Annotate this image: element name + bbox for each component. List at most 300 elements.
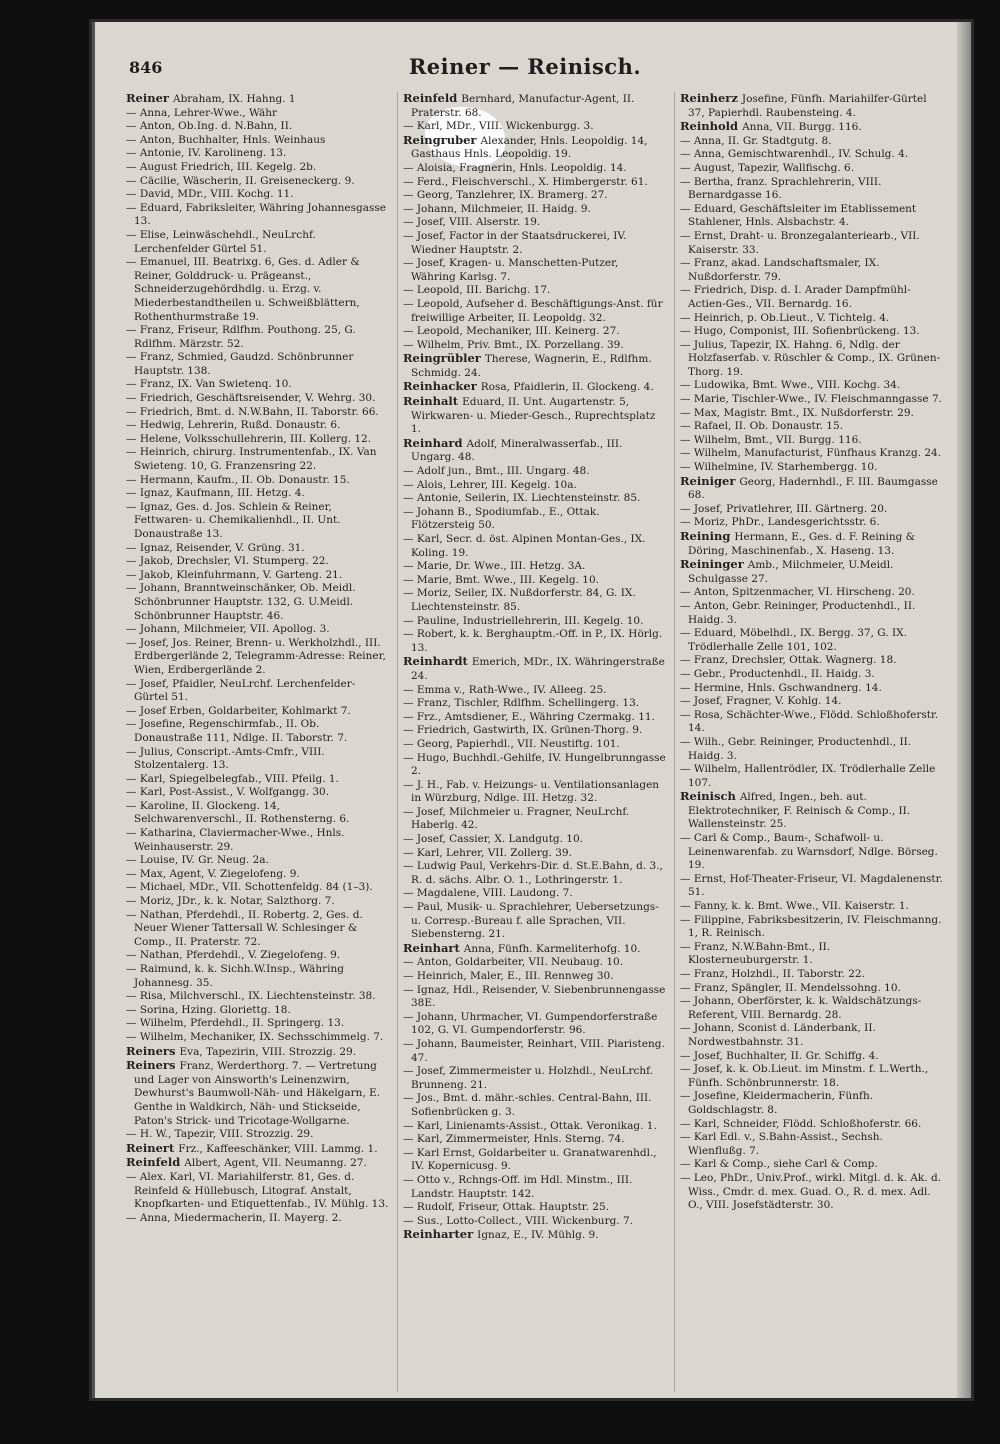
directory-entry	[679, 941, 943, 968]
entry-text: Georg, Hadernhdl., F. III. Baumgasse 68.	[688, 475, 938, 502]
entry-text: Alexander, Hnls. Leopoldig. 14, Gasthaus Hnls. Leopoldig. 19.	[411, 134, 648, 161]
directory-entry	[402, 162, 666, 176]
directory-entry	[402, 437, 666, 465]
directory-entry	[679, 586, 943, 600]
entry-text: — Anton, Goldarbeiter, VII. Neubaug. 10.	[403, 956, 624, 969]
directory-entry	[125, 868, 389, 882]
directory-entry	[125, 963, 389, 990]
directory-entry	[402, 533, 666, 560]
entry-text: — Karl, Zimmermeister, Hnls. Sterng. 74.	[403, 1133, 625, 1146]
entry-text: — Jakob, Kleinfuhrmann, V. Garteng. 21.	[126, 568, 343, 581]
directory-entry	[679, 668, 943, 682]
entry-text: — Leopold, III. Barichg. 17.	[403, 284, 551, 297]
entry-text: — Eduard, Geschäftsleiter im Etablissement Stahlener, Hnls. Alsbachstr. 4.	[680, 202, 917, 229]
directory-entry	[402, 352, 666, 380]
entry-text: — Josef, Zimmermeister u. Holzhdl., NeuLrchf. Brunneng. 21.	[403, 1065, 653, 1091]
entry-text: — Robert, k. k. Berghauptm.-Off. in P., IX. Hörlg. 13.	[403, 628, 663, 654]
directory-entry	[679, 284, 943, 311]
entry-text: Franz, Werderthorg. 7. — Vertretung und Lager von Ainsworth's Leinenzwirn, Dewhurst's Baumwoll-Näh- und Häkelgarn, E. Genthe in Waldkirch, Näh- und Stickseide, Paton's Strick- und Tricotage-Wollgarne.	[134, 1060, 381, 1127]
directory-entry	[125, 854, 389, 868]
entry-text: — Leopold, Aufseher d. Beschäftigungs-Anst. für freiwillige Arbeiter, II. Leopoldg. 32.	[403, 297, 663, 324]
directory-entry	[125, 1031, 389, 1045]
directory-entry	[679, 393, 943, 407]
directory-entry	[125, 623, 389, 637]
entry-text: — Max, Magistr. Bmt., IX. Nußdorferstr. 29.	[680, 406, 914, 419]
directory-entry	[679, 148, 943, 162]
entry-text: — Bertha, franz. Sprachlehrerin, VIII. Bernardgasse 16.	[680, 175, 882, 202]
entry-surname: Reiners	[126, 1043, 180, 1058]
directory-entry	[125, 188, 389, 202]
entry-text: — Josef, Factor in der Staatsdruckerei, IV. Wiedner Hauptstr. 2.	[403, 229, 627, 256]
entry-text: — Karl Edl. v., S.Bahn-Assist., Sechsh. Wienflußg. 7.	[680, 1131, 883, 1157]
entry-text: — Antonie, Seilerin, IX. Liechtensteinstr. 85.	[403, 492, 641, 505]
directory-entry	[402, 395, 666, 437]
directory-entry	[402, 92, 666, 120]
entry-text: Emerich, MDr., IX. Währingerstraße 24.	[411, 656, 665, 682]
entry-text: — Wilhelmine, IV. Starhembergg. 10.	[680, 461, 878, 474]
directory-entry	[402, 230, 666, 257]
entry-surname: Reinert	[126, 1140, 179, 1155]
entry-text: — Johann, Branntweinschänker, Ob. Meidl. Schönbrunner Hauptstr. 132, G. U.Meidl. Schönbrunner Hauptstr. 46.	[126, 582, 356, 622]
directory-entry	[679, 339, 943, 380]
entry-text: — Anton, Gebr. Reininger, Productenhdl., II. Haidg. 3.	[680, 599, 916, 626]
entry-text: — Leopold, Mechaniker, III. Keinerg. 27.	[403, 325, 620, 338]
entry-text: — Risa, Milchverschl., IX. Liechtensteinstr. 38.	[126, 990, 376, 1003]
entry-text: — Filippine, Fabriksbesitzerin, IV. Fleischmanng. 1, R. Reinisch.	[680, 913, 942, 940]
entry-text: — Hermann, Kaufm., II. Ob. Donaustr. 15.	[126, 473, 350, 486]
entry-text: — Franz, Drechsler, Ottak. Wagnerg. 18.	[680, 654, 897, 667]
entry-text: — Hedwig, Lehrerin, Rußd. Donaustr. 6.	[126, 419, 341, 432]
entry-text: — Ludwig Paul, Verkehrs-Dir. d. St.E.Bahn, d. 3., R. d. sächs. Albr. O. 1., Lothringerstr. 1.	[403, 860, 663, 886]
entry-surname: Reinharter	[403, 1227, 478, 1242]
entry-text: — Wilhelm, Hallentrödler, IX. Trödlerhalle Zelle 107.	[680, 763, 936, 789]
directory-entry	[125, 161, 389, 175]
entry-text: — Wilhelm, Bmt., VII. Burgg. 116.	[680, 433, 862, 446]
entry-surname: Reinhardt	[403, 654, 472, 669]
directory-entry	[402, 615, 666, 629]
directory-entry	[402, 806, 666, 833]
entry-text: Josefine, Fünfh. Mariahilfer-Gürtel 37, Papierhdl. Raubensteing. 4.	[688, 93, 927, 119]
directory-entry	[679, 407, 943, 421]
entry-text: — Friedrich, Gastwirth, IX. Grünen-Thorg. 9.	[403, 724, 643, 737]
directory-entry	[679, 900, 943, 914]
directory-entry	[125, 582, 389, 623]
entry-surname: Reining	[680, 529, 735, 543]
directory-entry	[402, 1147, 666, 1174]
entry-text: — Friedrich, Bmt. d. N.W.Bahn, II. Taborstr. 66.	[126, 405, 379, 418]
entry-text: — Wilh., Gebr. Reininger, Productenhdl., II. Haidg. 3.	[680, 735, 912, 762]
directory-entry	[125, 324, 389, 351]
directory-entry	[679, 447, 943, 461]
directory-entry	[402, 1133, 666, 1147]
directory-page	[92, 22, 971, 1398]
directory-entry	[402, 574, 666, 588]
directory-entry	[402, 738, 666, 752]
entry-text: — Antonie, IV. Karolineng. 13.	[126, 147, 287, 160]
entry-text: Anna, Fünfh. Karmeliterhofg. 10.	[463, 942, 641, 955]
entry-text: — Nathan, Pferdehdl., II. Robertg. 2, Ges. d. Neuer Wiener Tattersall W. Schlesinger & Comp., II. Praterstr. 72.	[126, 908, 363, 948]
directory-entry	[125, 1004, 389, 1018]
directory-entry	[125, 1212, 389, 1226]
directory-entry	[125, 786, 389, 800]
entry-text: — Rafael, II. Ob. Donaustr. 15.	[680, 420, 843, 433]
entry-text: — Magdalene, VIII. Laudong. 7.	[403, 887, 573, 900]
entry-text: Alfred, Ingen., beh. aut. Elektrotechniker, F. Reinisch & Comp., II. Wallensteinstr. 25.	[688, 791, 911, 831]
entry-text: — Anna, Lehrer-Wwe., Währ	[126, 106, 277, 119]
directory-entry	[402, 1011, 666, 1038]
directory-entry	[125, 351, 389, 378]
entry-surname: Reinherz	[680, 92, 742, 105]
entry-text: Rosa, Pfaidlerin, II. Glockeng. 4.	[480, 381, 654, 394]
entry-text: — Wilhelm, Priv. Bmt., IX. Porzellang. 39.	[403, 338, 624, 351]
entry-text: Hermann, E., Ges. d. F. Reining & Döring, Maschinenfab., X. Haseng. 13.	[688, 531, 916, 557]
directory-entry	[125, 1156, 389, 1171]
directory-entry	[125, 501, 389, 542]
entry-text: — Rosa, Schächter-Wwe., Flödd. Schloßhoferstr. 14.	[680, 708, 939, 735]
entry-text: — Josef, Pfaidler, NeuLrchf. Lerchenfelder-Gürtel 51.	[126, 677, 356, 704]
directory-entry	[679, 420, 943, 434]
entry-text: — Josef, Kragen- u. Manschetten-Putzer, Währing Karlsg. 7.	[403, 257, 619, 283]
entry-text: — Emanuel, III. Beatrixg. 6, Ges. d. Adler & Reiner, Golddruck- u. Prägeanst., Schneiderzugehördhdlg. u. Erzg. v. Miederbestandtheilen u. Schweißblättern, Rothenthurmstraße 19.	[126, 256, 360, 323]
directory-entry	[125, 718, 389, 745]
directory-entry	[679, 736, 943, 763]
directory-entry	[402, 956, 666, 970]
entry-surname: Reinfeld	[403, 92, 462, 105]
entry-text: — Johann, Sconist d. Länderbank, II. Nordwestbahnstr. 31.	[680, 1022, 876, 1048]
entry-text: — Johann, Milchmeier, II. Haidg. 9.	[403, 202, 591, 215]
directory-entry	[125, 773, 389, 787]
entry-text: — August Friedrich, III. Kegelg. 2b.	[126, 160, 317, 173]
entry-text: — Josefine, Kleidermacherin, Fünfh. Goldschlagstr. 8.	[680, 1090, 874, 1116]
directory-entry	[125, 1171, 389, 1212]
directory-entry	[402, 1201, 666, 1215]
entry-text: — Max, Agent, V. Ziegelofeng. 9.	[126, 867, 300, 880]
entry-text: — Wilhelm, Manufacturist, Fünfhaus Kranzg. 24.	[680, 447, 942, 460]
page-edge-shadow	[957, 22, 971, 1398]
entry-text: — Hugo, Buchhdl.-Gehilfe, IV. Hungelbrunngasse 2.	[403, 751, 666, 778]
entry-text: Frz., Kaffeeschänker, VIII. Lammg. 1.	[178, 1142, 378, 1155]
entry-text: — Josef, Privatlehrer, III. Gärtnerg. 20.	[680, 502, 888, 515]
directory-entry	[125, 746, 389, 773]
directory-entry	[402, 506, 666, 533]
entry-text: — Nathan, Pferdehdl., V. Ziegelofeng. 9.	[126, 949, 341, 962]
entry-text: — August, Tapezir, Wallfischg. 6.	[680, 161, 855, 174]
directory-entry	[679, 162, 943, 176]
directory-entry	[679, 1063, 943, 1090]
directory-entry	[402, 984, 666, 1011]
entry-text: — Franz, akad. Landschaftsmaler, IX. Nußdorferstr. 79.	[680, 257, 880, 283]
entry-text: — Josef, Buchhalter, II. Gr. Schiffg. 4.	[680, 1049, 879, 1062]
directory-entry	[125, 555, 389, 569]
directory-entry	[402, 560, 666, 574]
entry-text: — Marie, Bmt. Wwe., III. Kegelg. 10.	[403, 573, 599, 586]
directory-entry	[402, 1065, 666, 1092]
entry-text: — Georg, Tanzlehrer, IX. Bramerg. 27.	[403, 189, 608, 202]
entry-text: — Elise, Leinwäschehdl., NeuLrchf. Lerchenfelder Gürtel 51.	[126, 228, 316, 255]
directory-entry	[402, 216, 666, 230]
directory-entry	[679, 379, 943, 393]
entry-text: — Anton, Buchhalter, Hnls. Weinhaus	[126, 133, 326, 146]
entry-text: — Sus., Lotto-Collect., VIII. Wickenburg. 7.	[403, 1214, 634, 1227]
entry-text: — Franz, Holzhdl., II. Taborstr. 22.	[680, 968, 865, 980]
directory-entry	[402, 257, 666, 284]
entry-text: — Anton, Ob.Ing. d. N.Bahn, II.	[126, 120, 293, 133]
directory-entry	[679, 325, 943, 339]
directory-entry	[679, 312, 943, 326]
directory-entry	[125, 474, 389, 488]
directory-entry	[402, 120, 666, 134]
entry-text: — Friedrich, Geschäftsreisender, V. Wehrg. 30.	[126, 392, 376, 405]
entry-columns	[125, 92, 943, 1392]
entry-text: Therese, Wagnerin, E., Rdlfhm. Schmidg. 24.	[411, 353, 652, 379]
directory-entry	[402, 325, 666, 339]
directory-entry	[402, 298, 666, 325]
entry-text: — Karl, MDr., VIII. Wickenburgg. 3.	[403, 120, 594, 133]
entry-text: — Josef, Fragner, V. Kohlg. 14.	[680, 695, 842, 708]
entry-surname: Reiniger	[680, 473, 740, 488]
entry-text: — Cäcilie, Wäscherin, II. Greiseneckerg. 9.	[126, 174, 355, 187]
directory-entry	[402, 176, 666, 190]
entry-text: — Moriz, Seiler, IX. Nußdorferstr. 84, G. IX. Liechtensteinstr. 85.	[403, 587, 636, 613]
entry-text: — Aloisia, Fragnerin, Hnls. Leopoldig. 14.	[403, 161, 627, 174]
directory-entry	[125, 1017, 389, 1031]
directory-entry	[679, 832, 943, 873]
entry-text: Eva, Tapezirin, VIII. Strozzig. 29.	[179, 1045, 357, 1058]
entry-text: — Franz, IX. Van Swietenq. 10.	[126, 378, 292, 391]
entry-text: — Marie, Tischler-Wwe., IV. Fleischmanngasse 7.	[680, 393, 942, 406]
entry-text: — Ernst, Draht- u. Bronzegalanteriearb., VII. Kaiserstr. 33.	[680, 229, 920, 256]
entry-text: — Fanny, k. k. Bmt. Wwe., VII. Kaiserstr. 1.	[680, 900, 909, 913]
entry-text: — Gebr., Productenhdl., II. Haidg. 3.	[680, 667, 875, 680]
entry-text: — Adolf jun., Bmt., III. Ungarg. 48.	[403, 465, 590, 478]
directory-entry	[679, 1118, 943, 1132]
entry-text: — Paul, Musik- u. Sprachlehrer, Uebersetzungs- u. Corresp.-Bureau f. alle Sprachen, VII. Siebensterng. 21.	[403, 901, 659, 941]
entry-text: — Karl, Lehrer, VII. Zollerg. 39.	[403, 846, 572, 859]
entry-text: — Louise, IV. Gr. Neug. 2a.	[126, 854, 269, 867]
entry-text: — Rudolf, Friseur, Ottak. Hauptstr. 25.	[403, 1201, 609, 1214]
entry-text: — Karl Ernst, Goldarbeiter u. Granatwarenhdl., IV. Kopernicusg. 9.	[403, 1146, 657, 1173]
entry-surname: Reinfeld	[126, 1155, 185, 1170]
directory-entry	[402, 587, 666, 614]
directory-entry	[125, 1128, 389, 1142]
entry-text: — Hugo, Componist, III. Sofienbrückeng. 13.	[680, 325, 920, 338]
entry-text: — Michael, MDr., VII. Schottenfeldg. 84 (1–3).	[126, 881, 373, 894]
directory-entry	[679, 461, 943, 475]
directory-entry	[402, 942, 666, 957]
column-right	[674, 92, 943, 1392]
entry-text: — Franz, Tischler, Rdlfhm. Schellingerg. 13.	[403, 697, 640, 710]
entry-surname: Reiner	[126, 92, 173, 105]
entry-text: — J. H., Fab. v. Heizungs- u. Ventilationsanlagen in Würzburg, Ndlge. III. Hetzg. 32.	[403, 778, 660, 805]
directory-entry	[402, 1092, 666, 1119]
entry-text: — Johann, Oberförster, k. k. Waldschätzungs-Referent, VIII. Bernardg. 28.	[680, 995, 922, 1021]
entry-text: — Ignaz, Reisender, V. Grüng. 31.	[126, 541, 305, 554]
directory-entry	[125, 909, 389, 950]
entry-text: — Franz, Spängler, II. Mendelssohng. 10.	[680, 981, 901, 994]
entry-text: — Wilhelm, Pferdehdl., II. Springerg. 13.	[126, 1017, 345, 1030]
directory-entry	[679, 654, 943, 668]
entry-text: — Leo, PhDr., Univ.Prof., wirkl. Mitgl. d. k. Ak. d. Wiss., Cmdr. d. mex. Guad. O., R. d. mex. Adl. O., VIII. Josefstädterstr. 30.	[680, 1171, 942, 1212]
directory-entry	[679, 1090, 943, 1117]
entry-text: — Anna, Gemischtwarenhdl., IV. Schulg. 4.	[680, 148, 909, 161]
entry-text: — Hermine, Hnls. Gschwandnerg. 14.	[680, 681, 882, 694]
directory-entry	[679, 475, 943, 503]
entry-text: Bernhard, Manufactur-Agent, II. Praterstr. 68.	[411, 93, 635, 119]
directory-entry	[402, 860, 666, 887]
directory-entry	[679, 257, 943, 284]
entry-text: — Josef, k. k. Ob.Lieut. im Minstm. f. L.Werth., Fünfh. Schönbrunnerstr. 18.	[680, 1063, 929, 1089]
entry-text: — Katharina, Claviermacher-Wwe., Hnls. Weinhauserstr. 29.	[126, 827, 345, 853]
directory-entry	[402, 901, 666, 942]
entry-text: — Heinrich, p. Ob.Lieut., V. Tichtelg. 4.	[680, 311, 890, 324]
entry-text: — Raimund, k. k. Sichh.W.Insp., Währing Johannesg. 35.	[126, 963, 344, 989]
directory-entry	[679, 203, 943, 230]
directory-entry	[402, 1038, 666, 1065]
entry-surname: Reinhold	[680, 119, 743, 134]
directory-entry	[679, 995, 943, 1022]
directory-entry	[402, 492, 666, 506]
directory-entry	[679, 135, 943, 149]
entry-text: — Ernst, Hof-Theater-Friseur, VI. Magdalenenstr. 51.	[680, 872, 943, 899]
directory-entry	[125, 990, 389, 1004]
directory-entry	[402, 189, 666, 203]
entry-text: Adolf, Mineralwasserfab., III. Ungarg. 48.	[411, 437, 623, 464]
entry-surname: Reinisch	[680, 789, 740, 804]
entry-text: — Heinrich, chirurg. Instrumentenfab., IX. Van Swieteng. 10, G. Franzensring 22.	[126, 446, 377, 473]
directory-entry	[125, 487, 389, 501]
directory-entry	[125, 147, 389, 161]
directory-entry	[402, 711, 666, 725]
directory-entry	[125, 1059, 389, 1128]
directory-entry	[125, 1142, 389, 1157]
page-header	[95, 54, 955, 84]
directory-entry	[125, 433, 389, 447]
directory-entry	[679, 695, 943, 709]
entry-text: — Franz, N.W.Bahn-Bmt., II. Klosterneuburgerstr. 1.	[680, 940, 831, 967]
directory-entry	[125, 229, 389, 256]
directory-entry	[402, 655, 666, 683]
entry-surname: Reingrübler	[403, 351, 485, 366]
directory-entry	[679, 1158, 943, 1172]
directory-entry	[402, 203, 666, 217]
entry-text: — Jakob, Drechsler, VI. Stumperg. 22.	[126, 555, 329, 568]
directory-entry	[679, 1172, 943, 1213]
entry-surname: Reinhalt	[403, 394, 463, 409]
directory-entry	[125, 569, 389, 583]
entry-text: — Ignaz, Hdl., Reisender, V. Siebenbrunnengasse 38E.	[403, 983, 666, 1010]
entry-text: — Ludowika, Bmt. Wwe., VIII. Kochg. 34.	[680, 379, 901, 392]
entry-text: — Moriz, PhDr., Landesgerichtsstr. 6.	[680, 516, 880, 529]
directory-entry	[679, 120, 943, 135]
entry-text: — Josef, Milchmeier u. Fragner, NeuLrchf. Haberlg. 42.	[403, 805, 630, 832]
directory-entry	[125, 175, 389, 189]
entry-text: Ignaz, E., IV. Mühlg. 9.	[477, 1229, 599, 1242]
entry-text: — Johann, Uhrmacher, VI. Gumpendorferstraße 102, G. VI. Gumpendorferstr. 96.	[403, 1010, 658, 1037]
entry-text: — Julius, Conscript.-Amts-Cmfr., VIII. Stolzentalerg. 13.	[126, 745, 325, 772]
entry-surname: Reinhard	[403, 435, 467, 450]
directory-entry	[402, 847, 666, 861]
entry-text: — Frz., Amtsdiener, E., Währing Czermakg. 11.	[403, 710, 655, 723]
entry-text: — Otto v., Rchngs-Off. im Hdl. Minstm., III. Landstr. Hauptstr. 142.	[403, 1173, 633, 1200]
entry-text: — Johann, Milchmeier, VII. Apollog. 3.	[126, 623, 330, 636]
directory-entry	[402, 1120, 666, 1134]
entry-text: — David, MDr., VIII. Kochg. 11.	[126, 188, 294, 201]
entry-text: Amb., Milchmeier, U.Meidl. Schulgasse 27.	[688, 559, 894, 585]
directory-entry	[679, 790, 943, 832]
directory-entry	[125, 678, 389, 705]
directory-entry	[125, 542, 389, 556]
entry-text: — Josefine, Regenschirmfab., II. Ob. Donaustraße 111, Ndlge. II. Taborstr. 7.	[126, 718, 348, 744]
directory-entry	[679, 709, 943, 736]
entry-surname: Reiners	[126, 1058, 180, 1073]
directory-entry	[402, 697, 666, 711]
directory-entry	[679, 763, 943, 790]
entry-surname: Reinhart	[403, 940, 464, 955]
directory-entry	[402, 1228, 666, 1243]
directory-entry	[125, 392, 389, 406]
entry-text: Albert, Agent, VII. Neumanng. 27.	[184, 1157, 367, 1170]
entry-text: — Friedrich, Disp. d. I. Arader Dampfmühl-Actien-Ges., VII. Bernardg. 16.	[680, 284, 911, 310]
entry-text: — Heinrich, Maler, E., III. Rennweg 30.	[403, 970, 614, 982]
directory-entry	[679, 92, 943, 120]
entry-text: — Ignaz, Kaufmann, III. Hetzg. 4.	[126, 487, 305, 500]
directory-entry	[402, 465, 666, 479]
entry-text: — Pauline, Industriellehrerin, III. Kegelg. 10.	[403, 614, 644, 627]
directory-entry	[125, 637, 389, 678]
entry-text: — Karl, Secr. d. öst. Alpinen Montan-Ges., IX. Koling. 19.	[403, 533, 646, 559]
entry-text: — Anna, II. Gr. Stadtgutg. 8.	[680, 134, 832, 147]
entry-text: — Alois, Lehrer, III. Kegelg. 10a.	[403, 478, 577, 491]
entry-text: — Johann, Baumeister, Reinhart, VIII. Piaristeng. 47.	[403, 1037, 665, 1064]
entry-text: — Helene, Volksschullehrerin, III. Kollerg. 12.	[126, 432, 372, 445]
directory-entry	[125, 800, 389, 827]
page-number: 846	[129, 58, 163, 77]
entry-text: — Karl & Comp., siehe Carl & Comp.	[680, 1158, 878, 1171]
entry-text: — Ignaz, Ges. d. Jos. Schlein & Reiner, Fettwaren- u. Chemikalienhdl., II. Unt. Donaustraße 13.	[126, 500, 341, 540]
directory-entry	[125, 419, 389, 433]
directory-entry	[125, 827, 389, 854]
entry-text: — Carl & Comp., Baum-, Schafwoll- u. Leinenwarenfab. zu Warnsdorf, Ndlge. Börseg. 19.	[680, 832, 938, 872]
directory-entry	[125, 895, 389, 909]
entry-text: — Sorina, Hzing. Gloriettg. 18.	[126, 1003, 291, 1016]
entry-text: — Eduard, Fabriksleiter, Währing Johannesgasse 13.	[126, 201, 387, 228]
directory-entry	[125, 1045, 389, 1060]
directory-entry	[679, 682, 943, 696]
entry-text: — Josef, Jos. Reiner, Brenn- u. Werkholzhdl., III. Erdbergerlände 2, Telegramm-Adresse: Reiner, Wien, Erdbergerlände 2.	[126, 636, 386, 676]
directory-entry	[679, 982, 943, 996]
directory-entry	[125, 92, 389, 107]
directory-entry	[402, 887, 666, 901]
directory-entry	[125, 705, 389, 719]
directory-entry	[679, 503, 943, 517]
directory-entry	[402, 1174, 666, 1201]
entry-text: — Jos., Bmt. d. mähr.-schles. Central-Bahn, III. Sofienbrücken g. 3.	[403, 1092, 652, 1118]
entry-text: — Karl, Linienamts-Assist., Ottak. Veronikag. 1.	[403, 1119, 657, 1132]
directory-entry	[679, 968, 943, 982]
directory-entry	[679, 1131, 943, 1158]
entry-text: — Karl, Spiegelbelegfab., VIII. Pfeilg. 1.	[126, 772, 339, 785]
directory-entry	[679, 873, 943, 900]
directory-entry	[125, 406, 389, 420]
directory-entry	[679, 627, 943, 654]
directory-entry	[402, 684, 666, 698]
entry-text: — Josef Erben, Goldarbeiter, Kohlmarkt 7.	[126, 704, 351, 717]
entry-text: — Julius, Tapezir, IX. Hahng. 6, Ndlg. der Holzfaserfab. v. Rüschler & Comp., IX. Grünen-Thorg. 19.	[680, 338, 941, 378]
directory-entry	[679, 558, 943, 586]
directory-entry	[125, 202, 389, 229]
entry-text: — Moriz, JDr., k. k. Notar, Salzthorg. 7.	[126, 895, 335, 908]
directory-entry	[679, 914, 943, 941]
